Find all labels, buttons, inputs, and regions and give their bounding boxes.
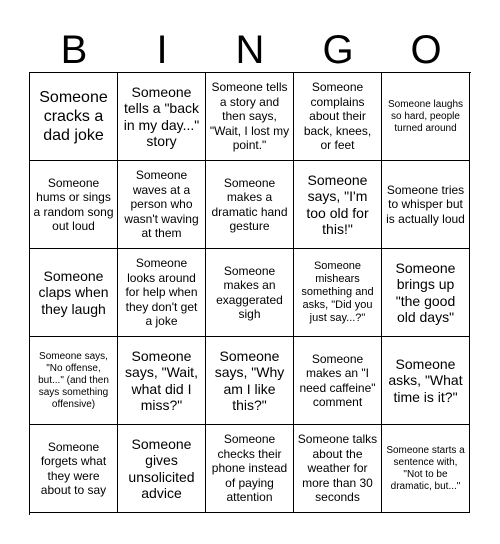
bingo-cell-r2c2[interactable] — [118, 161, 206, 249]
cell-text: Someone brings up "the good old days" — [395, 259, 456, 325]
cell-text: Someone says, "Wait, what did I miss?" — [125, 347, 198, 413]
bingo-grid — [29, 72, 471, 515]
bingo-cell-r5c3[interactable] — [206, 425, 294, 513]
bingo-header — [30, 28, 470, 72]
header-letter-b: B — [60, 28, 88, 72]
cell-text: Someone says, "No offense, but..." (and then says something offensive) — [38, 350, 109, 410]
cell-text: Someone makes an "I need caffeine" comment — [299, 351, 376, 409]
cell-text: Someone mishears something and asks, "Did you just say...?" — [301, 260, 374, 324]
bingo-cell-r4c3[interactable] — [206, 337, 294, 425]
bingo-cell-r1c2[interactable] — [118, 73, 206, 161]
cell-text: Someone talks about the weather for more than 30 seconds — [297, 432, 378, 505]
bingo-cell-r2c5[interactable] — [382, 161, 470, 249]
bingo-cell-r2c3[interactable] — [206, 161, 294, 249]
bingo-cell-r1c4[interactable] — [294, 73, 382, 161]
bingo-cell-r3c5[interactable] — [382, 249, 470, 337]
cell-text: Someone cracks a dad joke — [39, 89, 108, 144]
cell-text: Someone tries to whisper but is actually loud — [386, 182, 465, 226]
cell-text: Someone complains about their back, knees, or feet — [303, 80, 372, 153]
bingo-cell-r2c4[interactable] — [294, 161, 382, 249]
header-letter-n: N — [235, 28, 265, 72]
cell-text: Someone claps when they laugh — [38, 267, 109, 317]
bingo-cell-r3c1[interactable] — [30, 249, 118, 337]
cell-text: Someone asks, "What time is it?" — [388, 355, 463, 405]
cell-text: Someone says, "I'm too old for this!" — [306, 171, 369, 237]
cell-text: Someone starts a sentence with, "Not to be dramatic, but..." — [386, 444, 465, 492]
cell-text: Someone waves at a person who wasn't waving at them — [124, 168, 199, 241]
cell-text: Someone makes a dramatic hand gesture — [211, 175, 288, 233]
bingo-cell-r4c5[interactable] — [382, 337, 470, 425]
cell-text: Someone checks their phone instead of paying attention — [211, 432, 288, 505]
bingo-cell-r4c2[interactable] — [118, 337, 206, 425]
bingo-cell-r3c2[interactable] — [118, 249, 206, 337]
cell-text: Someone makes an exaggerated sigh — [216, 263, 283, 321]
bingo-cell-r1c1[interactable] — [30, 73, 118, 161]
bingo-cell-r5c2[interactable] — [118, 425, 206, 513]
bingo-cell-r5c5[interactable] — [382, 425, 470, 513]
header-letter-g: G — [322, 28, 354, 72]
bingo-cell-r5c4[interactable] — [294, 425, 382, 513]
cell-text: Someone looks around for help when they don't get a joke — [125, 256, 198, 329]
bingo-cell-r3c3[interactable] — [206, 249, 294, 337]
bingo-cell-r1c5[interactable] — [382, 73, 470, 161]
header-letter-o: O — [410, 28, 442, 72]
cell-text: Someone laughs so hard, people turned around — [387, 98, 464, 134]
cell-text: Someone says, "Why am I like this?" — [214, 347, 285, 413]
bingo-cell-r2c1[interactable] — [30, 161, 118, 249]
cell-text: Someone forgets what they were about to say — [40, 439, 107, 497]
bingo-cell-r4c1[interactable] — [30, 337, 118, 425]
cell-text: Someone tells a "back in my day..." story — [123, 83, 200, 149]
bingo-cell-r4c4[interactable] — [294, 337, 382, 425]
bingo-cell-r5c1[interactable] — [30, 425, 118, 513]
cell-text: Someone tells a story and then says, "Wait, I lost my point." — [209, 80, 290, 153]
bingo-cell-r1c3[interactable] — [206, 73, 294, 161]
header-letter-i: I — [156, 28, 168, 72]
cell-text: Someone gives unsolicited advice — [128, 435, 195, 501]
bingo-cell-r3c4[interactable] — [294, 249, 382, 337]
cell-text: Someone hums or sings a random song out loud — [33, 175, 114, 233]
